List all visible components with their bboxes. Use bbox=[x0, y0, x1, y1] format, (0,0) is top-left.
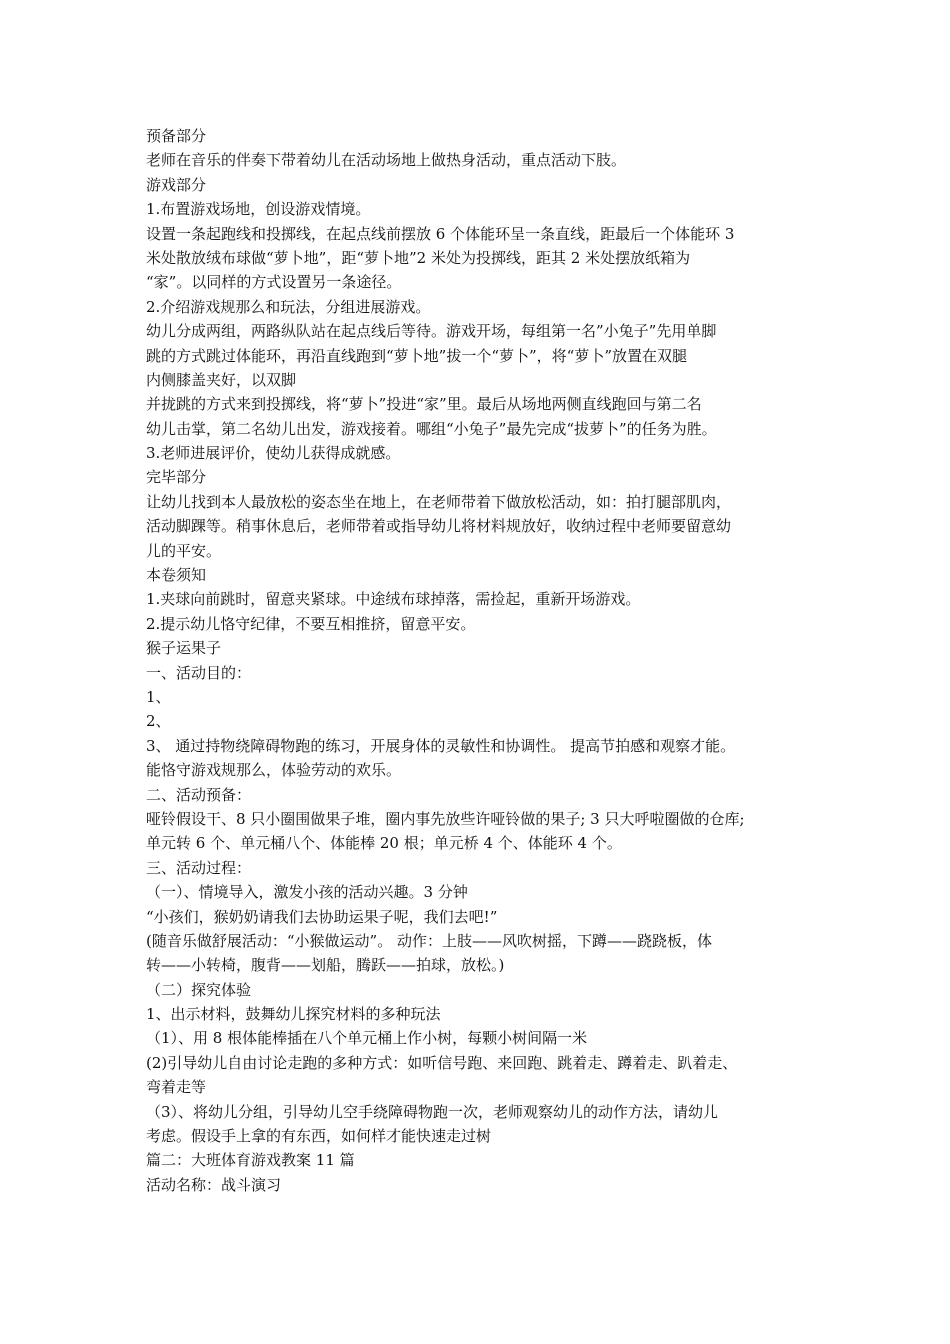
paragraph-line: (2)引导幼儿自由讨论走跑的多种方式：如听信号跑、来回跑、跳着走、蹲着走、趴着走、 bbox=[146, 1053, 738, 1072]
paragraph-line: 并拢跳的方式来到投掷线，将“萝卜”投进“家”里。最后从场地两侧直线跑回与第二名 bbox=[146, 395, 702, 414]
paragraph-line: 设置一条起跑线和投掷线，在起点线前摆放 6 个体能环呈一条直线，距最后一个体能环 3 bbox=[146, 224, 735, 243]
paragraph-line: 活动脚踝等。稍事休息后，老师带着或指导幼儿将材料规放好，收纳过程中老师要留意幼 bbox=[146, 517, 732, 536]
paragraph-line: 1、出示材料，鼓舞幼儿探究材料的多种玩法 bbox=[146, 1005, 441, 1024]
paragraph-line: 1.夹球向前跳时，留意夹紧球。中途绒布球掉落，需捡起，重新开场游戏。 bbox=[146, 590, 641, 609]
paragraph-line: 考虑。假设手上拿的有东西，如何样才能快速走过树 bbox=[146, 1127, 492, 1146]
paragraph-line: 哑铃假设干、8 只小圈围做果子堆，圈内事先放些许哑铃做的果子; 3 只大呼啦圈做的仓库; bbox=[146, 809, 745, 828]
paragraph-line: （1）、用 8 根体能棒插在八个单元桶上作小树，每颗小树间隔一米 bbox=[146, 1029, 588, 1048]
paragraph-line: 单元转 6 个、单元桶八个、体能棒 20 根；单元桥 4 个、体能环 4 个。 bbox=[146, 834, 622, 853]
list-item: 1、 bbox=[146, 687, 171, 706]
paragraph-line: 弯着走等 bbox=[146, 1078, 207, 1097]
list-item: 3、 通过持物绕障碍物跑的练习，开展身体的灵敏性和协调性。 提高节拍感和观察才能。 bbox=[146, 736, 736, 755]
paragraph-line: 儿的平安。 bbox=[146, 541, 222, 560]
activity-name: 活动名称：战斗演习 bbox=[146, 1175, 282, 1194]
activity-title: 猴子运果子 bbox=[146, 639, 222, 658]
section-heading-preparation: 二、活动预备： bbox=[146, 785, 252, 804]
list-item: 2、 bbox=[146, 712, 171, 731]
paragraph-line: 内侧膝盖夹好，以双脚 bbox=[146, 370, 297, 389]
paragraph-line: 跳的方式跳过体能环，再沿直线跑到“萝卜地”拔一个“萝卜”，将“萝卜”放置在双腿 bbox=[146, 346, 688, 365]
paragraph-line: 3.老师进展评价，使幼儿获得成就感。 bbox=[146, 444, 401, 463]
section-heading-game: 游戏部分 bbox=[146, 175, 207, 194]
section-heading-goals: 一、活动目的： bbox=[146, 663, 252, 682]
paragraph-line: 2.提示幼儿恪守纪律，不要互相推挤，留意平安。 bbox=[146, 614, 476, 633]
paragraph-line: （3）、将幼儿分组，引导幼儿空手绕障碍物跑一次，老师观察幼儿的动作方法，请幼儿 bbox=[146, 1102, 719, 1121]
paragraph-line: 让幼儿找到本人最放松的姿态坐在地上，在老师带着下做放松活动，如：拍打腿部肌肉， bbox=[146, 492, 732, 511]
paragraph-line: （一）、情境导入，激发小孩的活动兴趣。3 分钟 bbox=[146, 883, 468, 902]
paragraph-line: “家”。以同样的方式设置另一条途径。 bbox=[146, 273, 402, 292]
chapter-heading: 篇二：大班体育游戏教案 11 篇 bbox=[146, 1151, 355, 1170]
paragraph-line: (随音乐做舒展活动：“小猴做运动”。 动作：上肢——风吹树摇，下蹲——跷跷板，体 bbox=[146, 931, 712, 950]
paragraph-line: 幼儿击掌，第二名幼儿出发，游戏接着。哪组“小兔子”最先完成“拔萝卜”的任务为胜。 bbox=[146, 419, 717, 438]
subsection-heading: （二）探究体验 bbox=[146, 980, 252, 999]
paragraph-line: 转——小转椅，腹背——划船，腾跃——拍球，放松。) bbox=[146, 956, 505, 975]
section-heading-process: 三、活动过程： bbox=[146, 858, 252, 877]
paragraph-line: 能恪守游戏规那么，体验劳动的欢乐。 bbox=[146, 761, 402, 780]
paragraph-line: 老师在音乐的伴奏下带着幼儿在活动场地上做热身活动，重点活动下肢。 bbox=[146, 151, 627, 170]
paragraph-line: 幼儿分成两组，两路纵队站在起点线后等待。游戏开场，每组第一名”小兔子”先用单脚 bbox=[146, 322, 717, 341]
paragraph-line: 1.布置游戏场地，创设游戏情境。 bbox=[146, 200, 371, 219]
document-body bbox=[146, 124, 814, 1197]
paragraph-line: 2.介绍游戏规那么和玩法，分组进展游戏。 bbox=[146, 297, 431, 316]
paragraph-line: 米处散放绒布球做“萝卜地”，距“萝卜地”2 米处为投掷线，距其 2 米处摆放纸箱为 bbox=[146, 248, 691, 267]
section-heading-prep: 预备部分 bbox=[146, 127, 207, 145]
section-heading-end: 完毕部分 bbox=[146, 468, 207, 487]
paragraph-line: “小孩们，猴奶奶请我们去协助运果子呢，我们去吧!” bbox=[146, 907, 498, 926]
section-heading-notes: 本卷须知 bbox=[146, 566, 207, 585]
